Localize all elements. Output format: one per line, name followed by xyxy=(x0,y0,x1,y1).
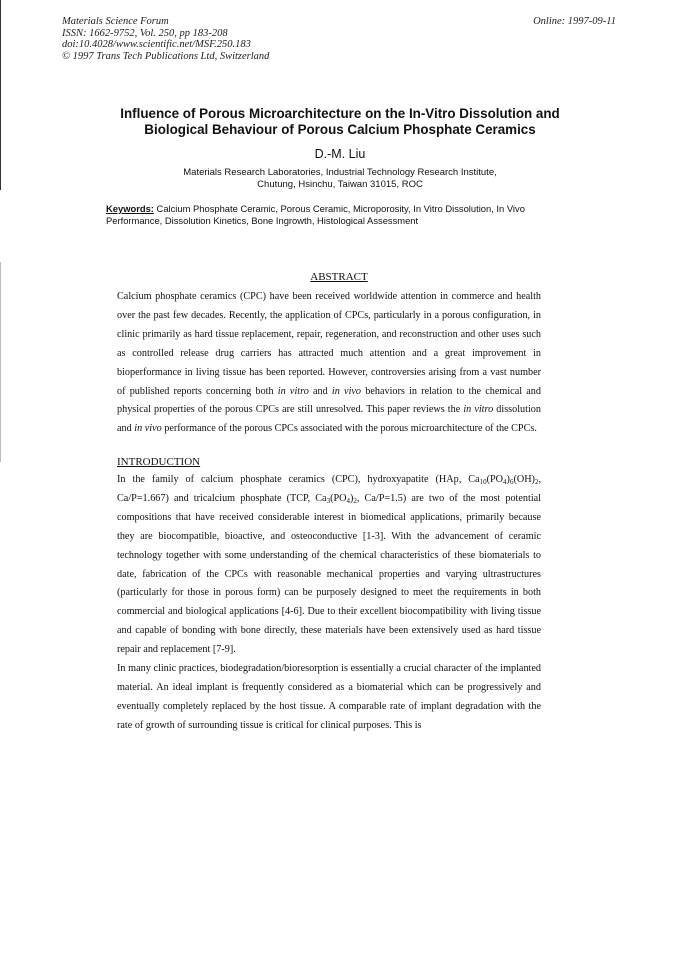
keywords xyxy=(106,203,576,227)
author-affiliation xyxy=(90,167,590,191)
online-date: Online: 1997-09-11 xyxy=(533,16,616,27)
keywords-label: Keywords: xyxy=(106,203,154,214)
introduction-heading: INTRODUCTION xyxy=(117,456,201,468)
introduction-text xyxy=(117,471,541,736)
copyright-line: © 1997 Trans Tech Publications Ltd, Switzerland xyxy=(62,50,270,62)
keywords-list: Calcium Phosphate Ceramic, Porous Ceramic, Microporosity, In Vitro Dissolution, In Vivo Performance, Dissolution Kinetics, Bone Ingrowth, Histological Assessment xyxy=(106,203,525,226)
left-edge-mark xyxy=(0,0,1,190)
paper-author: D.-M. Liu xyxy=(314,147,366,161)
left-edge-scan-mark xyxy=(0,262,1,462)
journal-name: Materials Science Forum xyxy=(62,16,169,27)
affiliation-line-1: Materials Research Laboratories, Industrial Technology Research Institute, xyxy=(183,167,497,178)
introduction-paragraph-1: In the family of calcium phosphate ceramics (CPC), hydroxyapatite (HAp, $Ca_{10}(PO_4)_6(OH)_2$, Ca/P=1.667) and tricalcium phosphate (TCP, $Ca_3(PO_4)_2$, Ca/P=1.5) are two of the most potential compositions that have received considerable interest in biomedical applications, primarily because they are biocompatible, bioactive, and osteoconductive [1-3]. With the advancement of ceramic technology together with some understanding of the chemical characteristics of these biomaterials to date, fabrication of the CPCs with reasonable mechanical properties and varying ultrastructures (particularly for those in porous form) can be purposely designed to meet the requirements in both commercial and biological applications [4-6]. Due to their excellent biocompatibility with living tissue and capable of bonding with bone directly, these materials have been extensively used as hard tissue repair and replacement [7-9]. xyxy=(117,474,542,656)
affiliation-line-2: Chutung, Hsinchu, Taiwan 31015, ROC xyxy=(257,179,423,190)
journal-header xyxy=(62,16,269,62)
issn-line: ISSN: 1662-9752, Vol. 250, pp 183-208 xyxy=(62,27,228,39)
abstract-heading: ABSTRACT xyxy=(310,271,368,283)
introduction-paragraph-2: In many clinic practices, biodegradation/bioresorption is essentially a crucial character of the implanted material. An ideal implant is frequently considered as a biomaterial which can be progressively and eventually completely replaced by the host tissue. A comparable rate of implant degradation with the rate of growth of surrounding tissue is critical for clinical purposes. This is xyxy=(117,663,541,731)
paper-title: Influence of Porous Microarchitecture on the In-Vitro Dissolution and Biological Behaviour of Porous Calcium Phosphate Ceramics xyxy=(120,106,560,137)
doi-line: doi:10.4028/www.scientific.net/MSF.250.183 xyxy=(62,39,251,50)
abstract-text: Calcium phosphate ceramics (CPC) have been received worldwide attention in commerce and health over the past few decades. Recently, the application of CPCs, particularly in a porous configuration, in clinic primarily as hard tissue replacement, repair, regeneration, and reconstruction and other uses such as controlled release drug carriers has attracted much attention and a great improvement in bioperformance in living tissue has been reported. However, controversies arising from a vast number of published reports concerning both in vitro and in vivo behaviors in relation to the chemical and physical properties of the porous CPCs are still unresolved. This paper reviews the in vitro dissolution and in vivo performance of the porous CPCs associated with the porous microarchitecture of the CPCs. xyxy=(117,291,541,435)
